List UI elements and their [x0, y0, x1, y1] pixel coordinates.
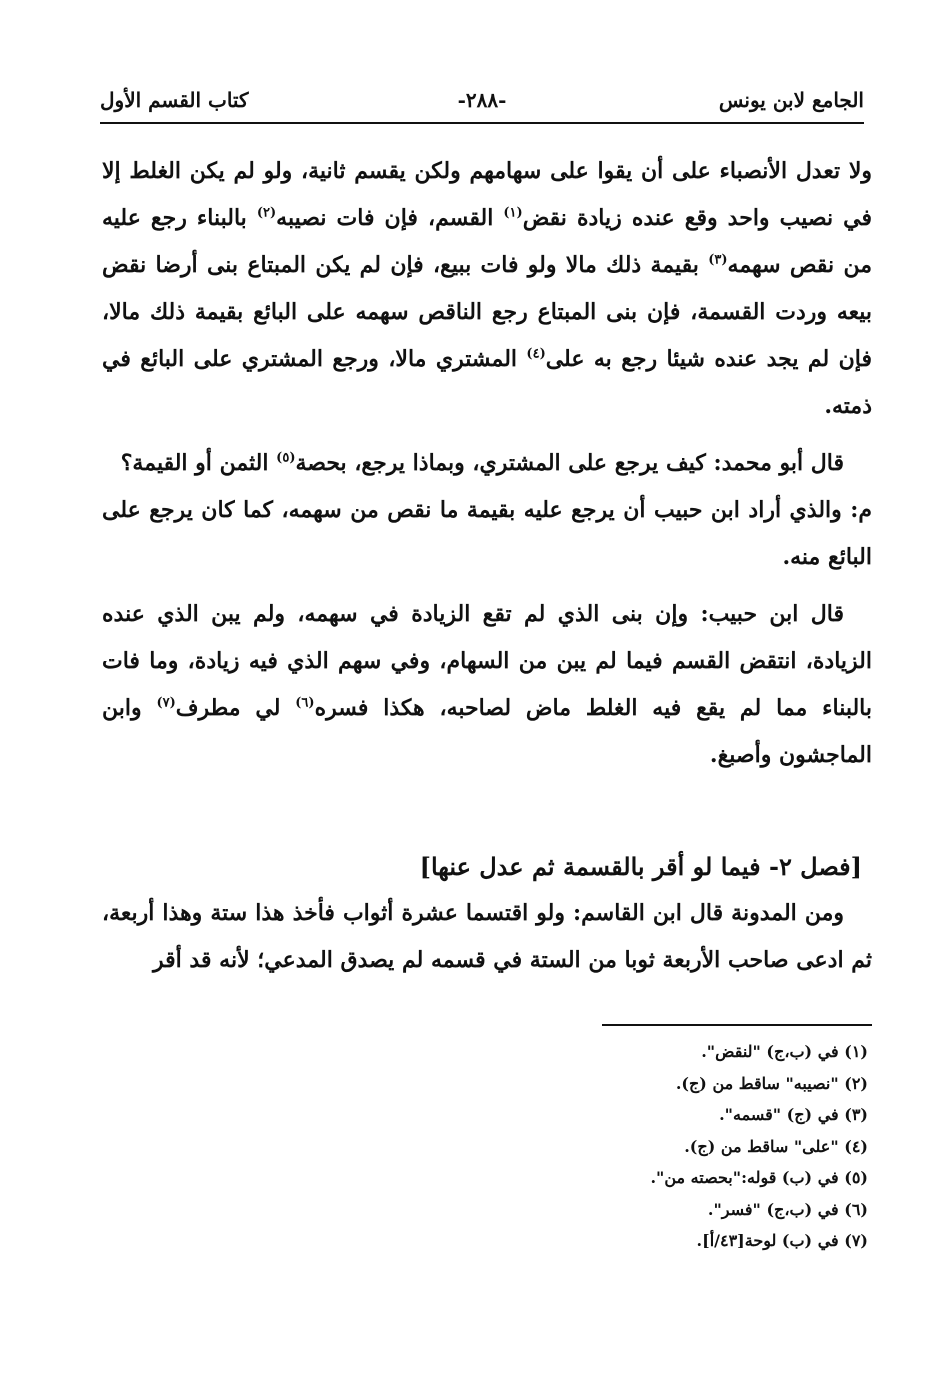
header-chapter-title: كتاب القسم الأول	[100, 88, 249, 112]
main-text	[102, 148, 872, 984]
paragraph-text: قال أبو محمد: كيف يرجع على المشتري، وبماذا يرجع، بحصة	[295, 450, 844, 476]
footnote: (٥) في (ب) قوله:"بحصته من".	[650, 1168, 868, 1187]
footnote-marker: (٢)	[256, 205, 277, 221]
paragraph	[102, 148, 872, 430]
footnotes-list	[368, 1036, 868, 1257]
paragraph-text: وابن الماجشون وأصبغ.	[102, 695, 872, 768]
paragraph-text: ولا تعدل الأنصباء على أن يقوا على سهامهم ولكن يقسم ثانية، ولو لم يكن الغلط إلا في نصيب واحد وقع عنده زيادة نقض	[102, 158, 873, 231]
footnote-marker: (٣)	[708, 252, 728, 268]
footnote-marker: (٦)	[295, 695, 315, 711]
footnote-marker: (٥)	[276, 450, 296, 466]
footnote-marker: (٤)	[526, 346, 546, 362]
paragraph-text: القسم، فإن فات نصيبه	[276, 205, 504, 231]
footnote-separator	[602, 1024, 872, 1026]
paragraph-text: قال ابن حبيب: وإن بنى الذي لم تقع الزيادة في سهمه، ولم يبن الذي عنده الزيادة، انتقض القسم فيما لم يبن من السهام، وفي سهم الذي فيه زيادة، وما فات بالبناء مما لم يقع فيه الغلط ماض لصاحبه، هكذا فسره	[102, 601, 873, 721]
section-paragraph: ومن المدونة قال ابن القاسم: ولو اقتسما عشرة أثواب فأخذ هذا ستة وهذا أربعة، ثم ادعى صاحب الأربعة ثوبا من الستة في قسمه لم يصدق المدعي؛ لأنه قد أقر	[102, 900, 872, 973]
page-number: -٢٨٨-	[457, 88, 507, 112]
footnote-marker: (٧)	[156, 695, 176, 711]
footnote: (٢) "نصيبه" ساقط من (ج).	[675, 1073, 868, 1093]
paragraph	[102, 487, 872, 581]
footnote: (٣) في (ج) "قسمه".	[719, 1105, 868, 1124]
footnote: (١) في (ب،ج) "لنقض".	[701, 1042, 868, 1061]
paragraph-text: بقيمة ذلك مالا ولو فات ببيع، فإن لم يكن المبتاع بنى أرضا نقض بيعه وردت القسمة، فإن بنى المبتاع رجع الناقص سهمه على البائع بقيمة ذلك مالا، فإن لم يجد عنده شيئا رجع به على	[102, 252, 872, 372]
paragraph-text: لي مطرف	[175, 695, 296, 721]
paragraph-text: المشتري مالا، ورجع المشتري على البائع في ذمته.	[102, 346, 872, 419]
footnote: (٤) "على" ساقط من (ج).	[684, 1136, 868, 1156]
footnote: (٧) في (ب) لوحة[٤٣/أ].	[696, 1231, 868, 1250]
footnote: (٦) في (ب،ج) "فسر".	[707, 1199, 868, 1219]
paragraph-text: بالبناء رجع عليه من نقص سهمه	[102, 205, 872, 278]
paragraph-text: الثمن أو القيمة؟	[120, 450, 277, 476]
footnote-marker: (١)	[503, 205, 523, 221]
section-heading: [فصل ٢- فيما لو أقر بالقسمة ثم عدل عنها]	[419, 852, 862, 881]
header-book-title: الجامع لابن يونس	[718, 88, 864, 112]
paragraph	[102, 440, 872, 487]
page-header	[100, 82, 864, 124]
paragraph	[102, 591, 872, 779]
paragraph-text: م: والذي أراد ابن حبيب أن يرجع عليه بقيمة ما نقص من سهمه، كما كان يرجع على البائع منه.	[102, 497, 872, 570]
